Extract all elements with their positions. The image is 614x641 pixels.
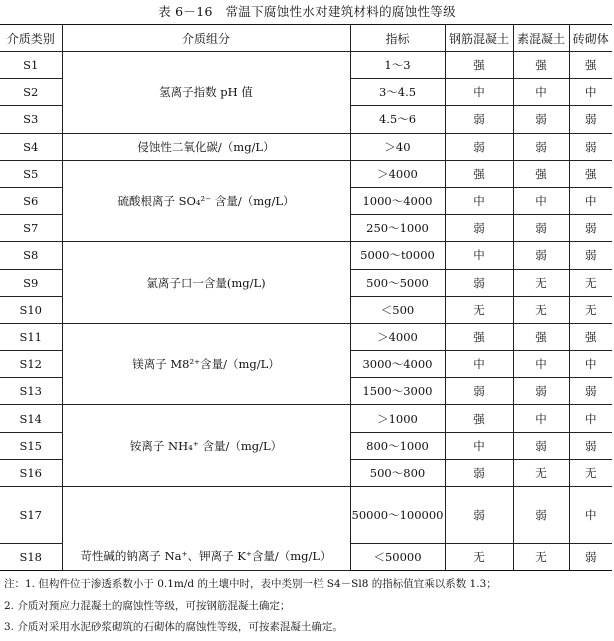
reinforced-concrete-cell: 弱 (445, 459, 513, 486)
category-cell: S10 (0, 296, 62, 323)
reinforced-concrete-cell: 强 (445, 323, 513, 350)
plain-concrete-cell: 无 (513, 544, 569, 571)
reinforced-concrete-cell: 弱 (445, 215, 513, 242)
brick-masonry-cell: 中 (569, 79, 612, 106)
table-row (0, 242, 612, 269)
category-cell: S12 (0, 351, 62, 378)
category-cell: S9 (0, 269, 62, 296)
plain-concrete-cell: 强 (513, 160, 569, 187)
table-notes (4, 574, 612, 639)
category-cell: S14 (0, 405, 62, 432)
brick-masonry-cell: 中 (569, 351, 612, 378)
table-row (0, 133, 612, 160)
index-cell: 1000～4000 (350, 187, 445, 214)
reinforced-concrete-cell: 中 (445, 351, 513, 378)
component-cell: 铵离子 NH₄⁺ 含量/（mg/L） (62, 405, 350, 487)
category-cell: S5 (0, 160, 62, 187)
category-cell: S13 (0, 378, 62, 405)
brick-masonry-cell: 无 (569, 269, 612, 296)
brick-masonry-cell: 无 (569, 459, 612, 486)
index-cell: 500～5000 (350, 269, 445, 296)
brick-masonry-cell: 中 (569, 405, 612, 432)
index-cell: 500～800 (350, 459, 445, 486)
brick-masonry-cell: 强 (569, 323, 612, 350)
reinforced-concrete-cell: 强 (445, 52, 513, 79)
component-cell: 苛性碱的钠离子 Na⁺、钾离子 K⁺含量/（mg/L） (62, 487, 350, 571)
index-cell: 1～3 (350, 52, 445, 79)
plain-concrete-cell: 强 (513, 323, 569, 350)
table-row (0, 487, 612, 544)
category-cell: S18 (0, 544, 62, 571)
index-cell: 5000～t0000 (350, 242, 445, 269)
brick-masonry-cell: 弱 (569, 544, 612, 571)
category-cell: S11 (0, 323, 62, 350)
plain-concrete-cell: 中 (513, 351, 569, 378)
plain-concrete-cell: 无 (513, 269, 569, 296)
index-cell: ＞1000 (350, 405, 445, 432)
component-cell: 侵蚀性二氧化碳/（mg/L） (62, 133, 350, 160)
reinforced-concrete-cell: 弱 (445, 133, 513, 160)
plain-concrete-cell: 弱 (513, 378, 569, 405)
reinforced-concrete-cell: 弱 (445, 378, 513, 405)
reinforced-concrete-cell: 无 (445, 544, 513, 571)
category-cell: S8 (0, 242, 62, 269)
corrosion-table (0, 24, 612, 571)
reinforced-concrete-cell: 强 (445, 405, 513, 432)
brick-masonry-cell: 弱 (569, 215, 612, 242)
plain-concrete-cell: 弱 (513, 242, 569, 269)
plain-concrete-cell: 弱 (513, 215, 569, 242)
plain-concrete-cell: 中 (513, 79, 569, 106)
brick-masonry-cell: 弱 (569, 242, 612, 269)
category-cell: S1 (0, 52, 62, 79)
table-title: 表 6－16 常温下腐蚀性水对建筑材料的腐蚀性等级 (158, 4, 456, 19)
component-cell: 硫酸根离子 SO₄²⁻ 含量/（mg/L） (62, 160, 350, 242)
plain-concrete-cell: 弱 (513, 133, 569, 160)
index-cell: 4.5～6 (350, 106, 445, 133)
component-cell: 氯离子口一含量(mg/L) (62, 242, 350, 324)
header-brick-masonry: 砖砌体 (569, 25, 612, 52)
category-cell: S6 (0, 187, 62, 214)
index-cell: 3～4.5 (350, 79, 445, 106)
category-cell: S7 (0, 215, 62, 242)
plain-concrete-cell: 强 (513, 52, 569, 79)
note-2: 2. 介质对预应力混凝土的腐蚀性等级，可按钢筋混凝土确定； (4, 599, 291, 612)
plain-concrete-cell: 无 (513, 296, 569, 323)
category-cell: S3 (0, 106, 62, 133)
brick-masonry-cell: 弱 (569, 106, 612, 133)
plain-concrete-cell: 弱 (513, 106, 569, 133)
index-cell: 50000～100000 (350, 487, 445, 544)
brick-masonry-cell: 弱 (569, 432, 612, 459)
index-cell: 800～1000 (350, 432, 445, 459)
note-3: 3. 介质对采用水泥砂浆砌筑的石砌体的腐蚀性等级，可按素混凝土确定。 (4, 621, 343, 633)
category-cell: S17 (0, 487, 62, 544)
brick-masonry-cell: 弱 (569, 133, 612, 160)
header-reinforced-concrete: 钢筋混凝土 (445, 25, 513, 52)
reinforced-concrete-cell: 弱 (445, 269, 513, 296)
category-cell: S4 (0, 133, 62, 160)
reinforced-concrete-cell: 强 (445, 160, 513, 187)
table-row (0, 405, 612, 432)
plain-concrete-cell: 弱 (513, 432, 569, 459)
plain-concrete-cell: 中 (513, 187, 569, 214)
category-cell: S16 (0, 459, 62, 486)
reinforced-concrete-cell: 弱 (445, 106, 513, 133)
header-row (0, 25, 612, 52)
reinforced-concrete-cell: 中 (445, 79, 513, 106)
brick-masonry-cell: 强 (569, 52, 612, 79)
component-cell: 氢离子指数 pH 值 (62, 52, 350, 134)
brick-masonry-cell: 中 (569, 487, 612, 544)
index-cell: 250～1000 (350, 215, 445, 242)
index-cell: ＞40 (350, 133, 445, 160)
index-cell: ＞4000 (350, 323, 445, 350)
table-row (0, 52, 612, 79)
category-cell: S2 (0, 79, 62, 106)
brick-masonry-cell: 无 (569, 296, 612, 323)
index-cell: ＜500 (350, 296, 445, 323)
index-cell: ＜50000 (350, 544, 445, 571)
header-plain-concrete: 素混凝土 (513, 25, 569, 52)
reinforced-concrete-cell: 中 (445, 187, 513, 214)
plain-concrete-cell: 弱 (513, 487, 569, 544)
header-medium-category: 介质类别 (0, 25, 62, 52)
component-cell: 镁离子 M8²⁺含量/（mg/L） (62, 323, 350, 405)
header-index: 指标 (350, 25, 445, 52)
brick-masonry-cell: 强 (569, 160, 612, 187)
reinforced-concrete-cell: 中 (445, 242, 513, 269)
reinforced-concrete-cell: 弱 (445, 487, 513, 544)
brick-masonry-cell: 中 (569, 187, 612, 214)
reinforced-concrete-cell: 无 (445, 296, 513, 323)
plain-concrete-cell: 中 (513, 405, 569, 432)
note-1: 注：1. 但构件位于渗透系数小于 0.1m/d 的土壤中时，表中类别一栏 S4－Sl8 的指标值宜乘以系数 1.3； (4, 578, 497, 590)
header-medium-component: 介质组分 (62, 25, 350, 52)
brick-masonry-cell: 弱 (569, 378, 612, 405)
table-row (0, 323, 612, 350)
table-row (0, 160, 612, 187)
plain-concrete-cell: 无 (513, 459, 569, 486)
reinforced-concrete-cell: 中 (445, 432, 513, 459)
index-cell: 3000～4000 (350, 351, 445, 378)
category-cell: S15 (0, 432, 62, 459)
index-cell: ＞4000 (350, 160, 445, 187)
index-cell: 1500～3000 (350, 378, 445, 405)
